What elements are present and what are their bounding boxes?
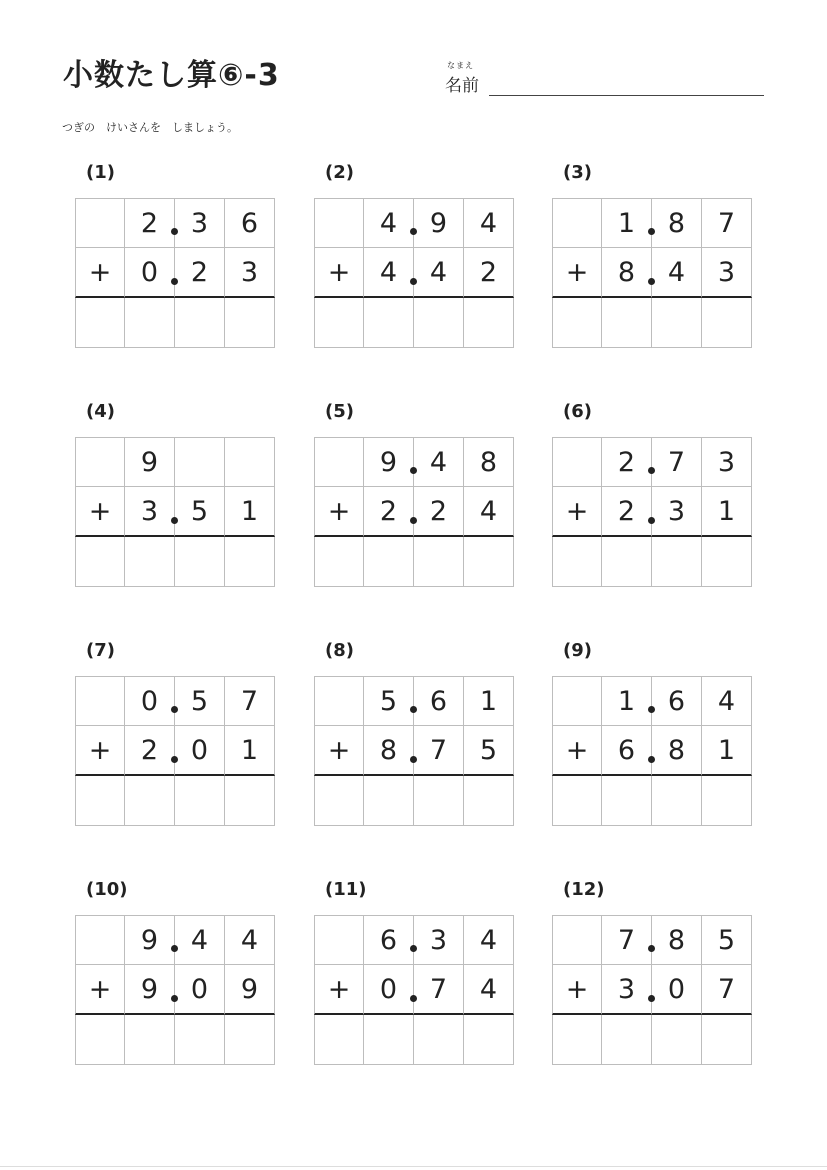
- top-digit-cell: 1: [602, 676, 652, 726]
- plus-sign: +: [75, 248, 125, 298]
- top-digit-cell: 9: [125, 915, 175, 965]
- top-digit-cell: 3: [175, 198, 225, 248]
- decimal-point: [410, 517, 417, 524]
- decimal-point: [171, 945, 178, 952]
- answer-cell[interactable]: [414, 776, 464, 826]
- bottom-digit-cell: 4: [652, 248, 702, 298]
- top-digit-cell: 5: [702, 915, 752, 965]
- answer-grid: [75, 437, 275, 587]
- empty-cell: [314, 676, 364, 726]
- decimal-point: [648, 278, 655, 285]
- problem-label: (3): [563, 162, 592, 183]
- bottom-digit-cell: 0: [364, 965, 414, 1015]
- answer-cell[interactable]: [602, 1015, 652, 1065]
- answer-cell[interactable]: [652, 298, 702, 348]
- top-digit-cell: 8: [652, 915, 702, 965]
- answer-cell[interactable]: [75, 1015, 125, 1065]
- top-digit-cell: 8: [652, 198, 702, 248]
- plus-sign: +: [314, 726, 364, 776]
- answer-cell[interactable]: [175, 298, 225, 348]
- plus-sign: +: [552, 965, 602, 1015]
- answer-cell[interactable]: [602, 298, 652, 348]
- answer-cell[interactable]: [552, 537, 602, 587]
- plus-sign: +: [552, 248, 602, 298]
- problem-label: (6): [563, 401, 592, 422]
- bottom-digit-cell: 5: [175, 487, 225, 537]
- decimal-point: [171, 995, 178, 1002]
- top-digit-cell: 9: [125, 437, 175, 487]
- answer-cell[interactable]: [364, 776, 414, 826]
- answer-cell[interactable]: [364, 298, 414, 348]
- bottom-digit-cell: 3: [702, 248, 752, 298]
- answer-grid: [552, 676, 752, 826]
- answer-cell[interactable]: [314, 1015, 364, 1065]
- answer-cell[interactable]: [75, 298, 125, 348]
- top-digit-cell: 1: [464, 676, 514, 726]
- answer-grid: [314, 437, 514, 587]
- problem-label: (12): [563, 879, 605, 900]
- top-digit-cell: [175, 437, 225, 487]
- answer-cell[interactable]: [552, 776, 602, 826]
- bottom-digit-cell: 8: [652, 726, 702, 776]
- problem-label: (5): [325, 401, 354, 422]
- answer-cell[interactable]: [364, 537, 414, 587]
- empty-cell: [552, 676, 602, 726]
- worksheet-title: 小数たし算⑥-3: [63, 58, 280, 93]
- bottom-digit-cell: 5: [464, 726, 514, 776]
- top-digit-cell: 1: [602, 198, 652, 248]
- answer-cell[interactable]: [702, 537, 752, 587]
- top-digit-cell: 7: [225, 676, 275, 726]
- problem-label: (8): [325, 640, 354, 661]
- bottom-digit-cell: 7: [414, 965, 464, 1015]
- empty-cell: [552, 915, 602, 965]
- answer-cell[interactable]: [314, 298, 364, 348]
- bottom-digit-cell: 1: [702, 726, 752, 776]
- decimal-point: [410, 706, 417, 713]
- answer-cell[interactable]: [652, 537, 702, 587]
- top-digit-cell: 0: [125, 676, 175, 726]
- top-digit-cell: 8: [464, 437, 514, 487]
- bottom-digit-cell: 0: [175, 965, 225, 1015]
- problem-label: (9): [563, 640, 592, 661]
- answer-grid: [314, 198, 514, 348]
- top-digit-cell: 4: [702, 676, 752, 726]
- answer-grid: [75, 676, 275, 826]
- plus-sign: +: [552, 726, 602, 776]
- bottom-digit-cell: 0: [125, 248, 175, 298]
- bottom-digit-cell: 2: [125, 726, 175, 776]
- answer-cell[interactable]: [225, 298, 275, 348]
- top-digit-cell: 2: [125, 198, 175, 248]
- top-digit-cell: 6: [652, 676, 702, 726]
- decimal-point: [171, 278, 178, 285]
- answer-cell[interactable]: [702, 776, 752, 826]
- top-digit-cell: 3: [414, 915, 464, 965]
- answer-grid: [552, 437, 752, 587]
- plus-sign: +: [75, 965, 125, 1015]
- decimal-point: [648, 706, 655, 713]
- answer-cell[interactable]: [602, 776, 652, 826]
- plus-sign: +: [552, 487, 602, 537]
- answer-grid: [75, 198, 275, 348]
- answer-cell[interactable]: [464, 537, 514, 587]
- answer-cell[interactable]: [414, 537, 464, 587]
- answer-cell[interactable]: [314, 776, 364, 826]
- plus-sign: +: [314, 487, 364, 537]
- decimal-point: [410, 995, 417, 1002]
- answer-grid: [552, 915, 752, 1065]
- problem-label: (11): [325, 879, 367, 900]
- top-digit-cell: 7: [702, 198, 752, 248]
- empty-cell: [75, 198, 125, 248]
- bottom-digit-cell: 9: [225, 965, 275, 1015]
- decimal-point: [171, 706, 178, 713]
- top-digit-cell: 9: [414, 198, 464, 248]
- plus-sign: +: [314, 965, 364, 1015]
- top-digit-cell: 7: [602, 915, 652, 965]
- decimal-point: [648, 517, 655, 524]
- bottom-digit-cell: 1: [225, 726, 275, 776]
- decimal-point: [648, 995, 655, 1002]
- answer-cell[interactable]: [464, 776, 514, 826]
- decimal-point: [171, 517, 178, 524]
- bottom-digit-cell: 7: [414, 726, 464, 776]
- top-digit-cell: 9: [364, 437, 414, 487]
- plus-sign: +: [314, 248, 364, 298]
- problem-label: (4): [86, 401, 115, 422]
- top-digit-cell: 4: [225, 915, 275, 965]
- answer-cell[interactable]: [225, 537, 275, 587]
- top-digit-cell: 4: [175, 915, 225, 965]
- answer-cell[interactable]: [225, 1015, 275, 1065]
- problem-label: (2): [325, 162, 354, 183]
- empty-cell: [314, 915, 364, 965]
- bottom-digit-cell: 1: [225, 487, 275, 537]
- answer-grid: [552, 198, 752, 348]
- top-digit-cell: 7: [652, 437, 702, 487]
- bottom-digit-cell: 2: [175, 248, 225, 298]
- decimal-point: [410, 278, 417, 285]
- problem-label: (7): [86, 640, 115, 661]
- top-digit-cell: 5: [364, 676, 414, 726]
- answer-cell[interactable]: [702, 1015, 752, 1065]
- decimal-point: [648, 467, 655, 474]
- empty-cell: [314, 437, 364, 487]
- answer-cell[interactable]: [652, 1015, 702, 1065]
- bottom-digit-cell: 9: [125, 965, 175, 1015]
- top-digit-cell: 4: [364, 198, 414, 248]
- bottom-digit-cell: 3: [125, 487, 175, 537]
- decimal-point: [171, 228, 178, 235]
- bottom-digit-cell: 6: [602, 726, 652, 776]
- top-digit-cell: 4: [464, 915, 514, 965]
- answer-grid: [75, 915, 275, 1065]
- answer-cell[interactable]: [225, 776, 275, 826]
- answer-cell[interactable]: [364, 1015, 414, 1065]
- bottom-digit-cell: 2: [602, 487, 652, 537]
- problem-label: (10): [86, 879, 128, 900]
- decimal-point: [410, 467, 417, 474]
- answer-cell[interactable]: [602, 537, 652, 587]
- bottom-digit-cell: 3: [225, 248, 275, 298]
- bottom-digit-cell: 2: [464, 248, 514, 298]
- name-label: 名前: [445, 76, 479, 96]
- answer-cell[interactable]: [125, 1015, 175, 1065]
- bottom-digit-cell: 2: [364, 487, 414, 537]
- answer-cell[interactable]: [175, 1015, 225, 1065]
- answer-cell[interactable]: [75, 776, 125, 826]
- bottom-digit-cell: 4: [464, 487, 514, 537]
- decimal-point: [171, 756, 178, 763]
- top-digit-cell: 6: [364, 915, 414, 965]
- bottom-digit-cell: 4: [414, 248, 464, 298]
- answer-cell[interactable]: [75, 537, 125, 587]
- name-ruby: なまえ: [447, 61, 474, 70]
- top-digit-cell: 5: [175, 676, 225, 726]
- footer-divider: [0, 1166, 827, 1167]
- bottom-digit-cell: 7: [702, 965, 752, 1015]
- answer-cell[interactable]: [125, 537, 175, 587]
- top-digit-cell: [225, 437, 275, 487]
- decimal-point: [648, 756, 655, 763]
- top-digit-cell: 2: [602, 437, 652, 487]
- empty-cell: [75, 676, 125, 726]
- bottom-digit-cell: 0: [175, 726, 225, 776]
- answer-cell[interactable]: [125, 776, 175, 826]
- bottom-digit-cell: 8: [364, 726, 414, 776]
- answer-cell[interactable]: [652, 776, 702, 826]
- answer-cell[interactable]: [702, 298, 752, 348]
- empty-cell: [75, 915, 125, 965]
- answer-grid: [314, 915, 514, 1065]
- empty-cell: [552, 198, 602, 248]
- decimal-point: [648, 945, 655, 952]
- plus-sign: +: [75, 726, 125, 776]
- bottom-digit-cell: 4: [364, 248, 414, 298]
- answer-cell[interactable]: [552, 298, 602, 348]
- answer-cell[interactable]: [464, 298, 514, 348]
- answer-grid: [314, 676, 514, 826]
- answer-cell[interactable]: [414, 298, 464, 348]
- bottom-digit-cell: 4: [464, 965, 514, 1015]
- empty-cell: [314, 198, 364, 248]
- bottom-digit-cell: 8: [602, 248, 652, 298]
- empty-cell: [552, 437, 602, 487]
- top-digit-cell: 6: [414, 676, 464, 726]
- answer-cell[interactable]: [464, 1015, 514, 1065]
- answer-cell[interactable]: [175, 776, 225, 826]
- bottom-digit-cell: 2: [414, 487, 464, 537]
- bottom-digit-cell: 3: [602, 965, 652, 1015]
- decimal-point: [648, 228, 655, 235]
- empty-cell: [75, 437, 125, 487]
- bottom-digit-cell: 3: [652, 487, 702, 537]
- decimal-point: [410, 756, 417, 763]
- bottom-digit-cell: 0: [652, 965, 702, 1015]
- instruction-text: つぎの けいさんを しましょう。: [62, 121, 238, 134]
- top-digit-cell: 6: [225, 198, 275, 248]
- answer-cell[interactable]: [175, 537, 225, 587]
- top-digit-cell: 3: [702, 437, 752, 487]
- plus-sign: +: [75, 487, 125, 537]
- answer-cell[interactable]: [552, 1015, 602, 1065]
- name-field-line[interactable]: [489, 95, 764, 96]
- answer-cell[interactable]: [314, 537, 364, 587]
- problem-label: (1): [86, 162, 115, 183]
- answer-cell[interactable]: [125, 298, 175, 348]
- bottom-digit-cell: 1: [702, 487, 752, 537]
- decimal-point: [410, 228, 417, 235]
- answer-cell[interactable]: [414, 1015, 464, 1065]
- top-digit-cell: 4: [464, 198, 514, 248]
- decimal-point: [410, 945, 417, 952]
- top-digit-cell: 4: [414, 437, 464, 487]
